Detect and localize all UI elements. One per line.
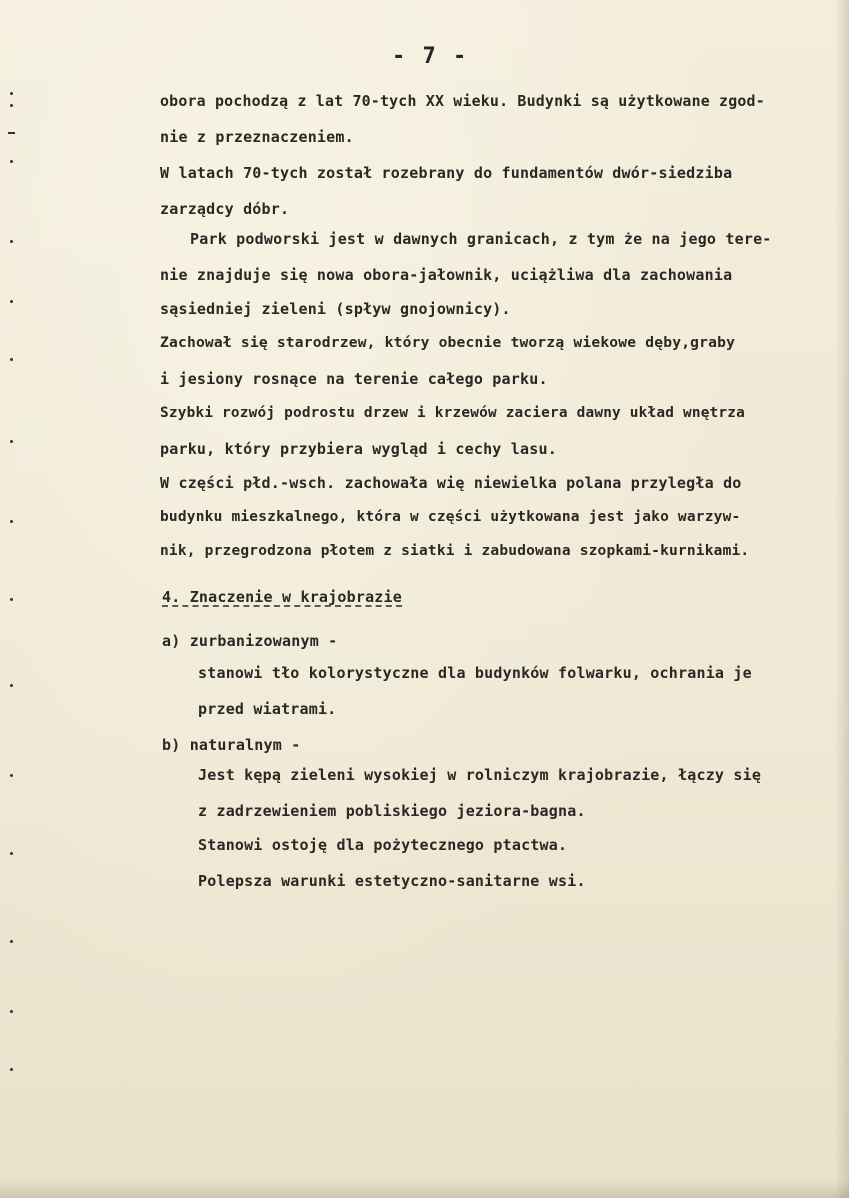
section-heading: 4. Znaczenie w krajobrazie (162, 588, 402, 606)
body-line: Jest kępą zieleni wysokiej w rolniczym krajobrazie, łączy się (198, 766, 762, 784)
page-edge-shadow (835, 0, 849, 1198)
body-line: W latach 70-tych został rozebrany do fundamentów dwór-siedziba (160, 164, 733, 182)
body-line: obora pochodzą z lat 70-tych XX wieku. Budynki są użytkowane zgod- (160, 92, 765, 110)
body-line: i jesiony rosnące na terenie całego parku. (160, 370, 548, 388)
body-line: Zachował się starodrzew, który obecnie tworzą wiekowe dęby,graby (160, 334, 736, 351)
page-bottom-shadow (0, 1180, 849, 1198)
margin-mark (10, 358, 13, 361)
body-line: Szybki rozwój podrostu drzew i krzewów zaciera dawny układ wnętrza (160, 405, 746, 421)
margin-mark (10, 240, 13, 243)
body-line: z zadrzewieniem pobliskiego jeziora-bagna. (198, 802, 586, 820)
body-line: Stanowi ostoję dla pożytecznego ptactwa. (198, 836, 568, 854)
margin-mark (10, 440, 13, 443)
margin-mark (10, 774, 13, 777)
subsection-label: a) zurbanizowanym - (162, 632, 338, 650)
margin-mark (10, 300, 13, 303)
margin-mark (10, 104, 13, 107)
body-line: Polepsza warunki estetyczno-sanitarne wsi. (198, 872, 586, 890)
margin-mark (10, 92, 13, 95)
body-line: W części płd.-wsch. zachowała wię niewielka polana przyległa do (160, 474, 742, 492)
margin-mark (10, 1010, 13, 1013)
body-line: nie znajduje się nowa obora-jałownik, uciążliwa dla zachowania (160, 266, 733, 284)
body-line: zarządcy dóbr. (160, 200, 290, 218)
page-number: - 7 - (392, 44, 469, 69)
margin-mark (10, 1068, 13, 1071)
margin-mark (10, 940, 13, 943)
body-line: parku, który przybiera wygląd i cechy lasu. (160, 440, 557, 458)
margin-mark (10, 160, 13, 163)
body-line: stanowi tło kolorystyczne dla budynków folwarku, ochrania je (198, 664, 752, 682)
body-line: Park podworski jest w dawnych granicach, z tym że na jego tere- (190, 230, 772, 248)
body-line: nik, przegrodzona płotem z siatki i zabudowana szopkami-kurnikami. (160, 543, 750, 559)
margin-mark (10, 852, 13, 855)
body-line: przed wiatrami. (198, 700, 337, 718)
body-line: budynku mieszkalnego, która w części użytkowana jest jako warzyw- (160, 509, 741, 525)
margin-mark (10, 684, 13, 687)
margin-mark (8, 132, 15, 134)
margin-mark (10, 598, 13, 601)
body-line: nie z przeznaczeniem. (160, 128, 354, 146)
subsection-label: b) naturalnym - (162, 736, 301, 754)
body-line: sąsiedniej zieleni (spływ gnojownicy). (160, 300, 511, 318)
margin-mark (10, 520, 13, 523)
